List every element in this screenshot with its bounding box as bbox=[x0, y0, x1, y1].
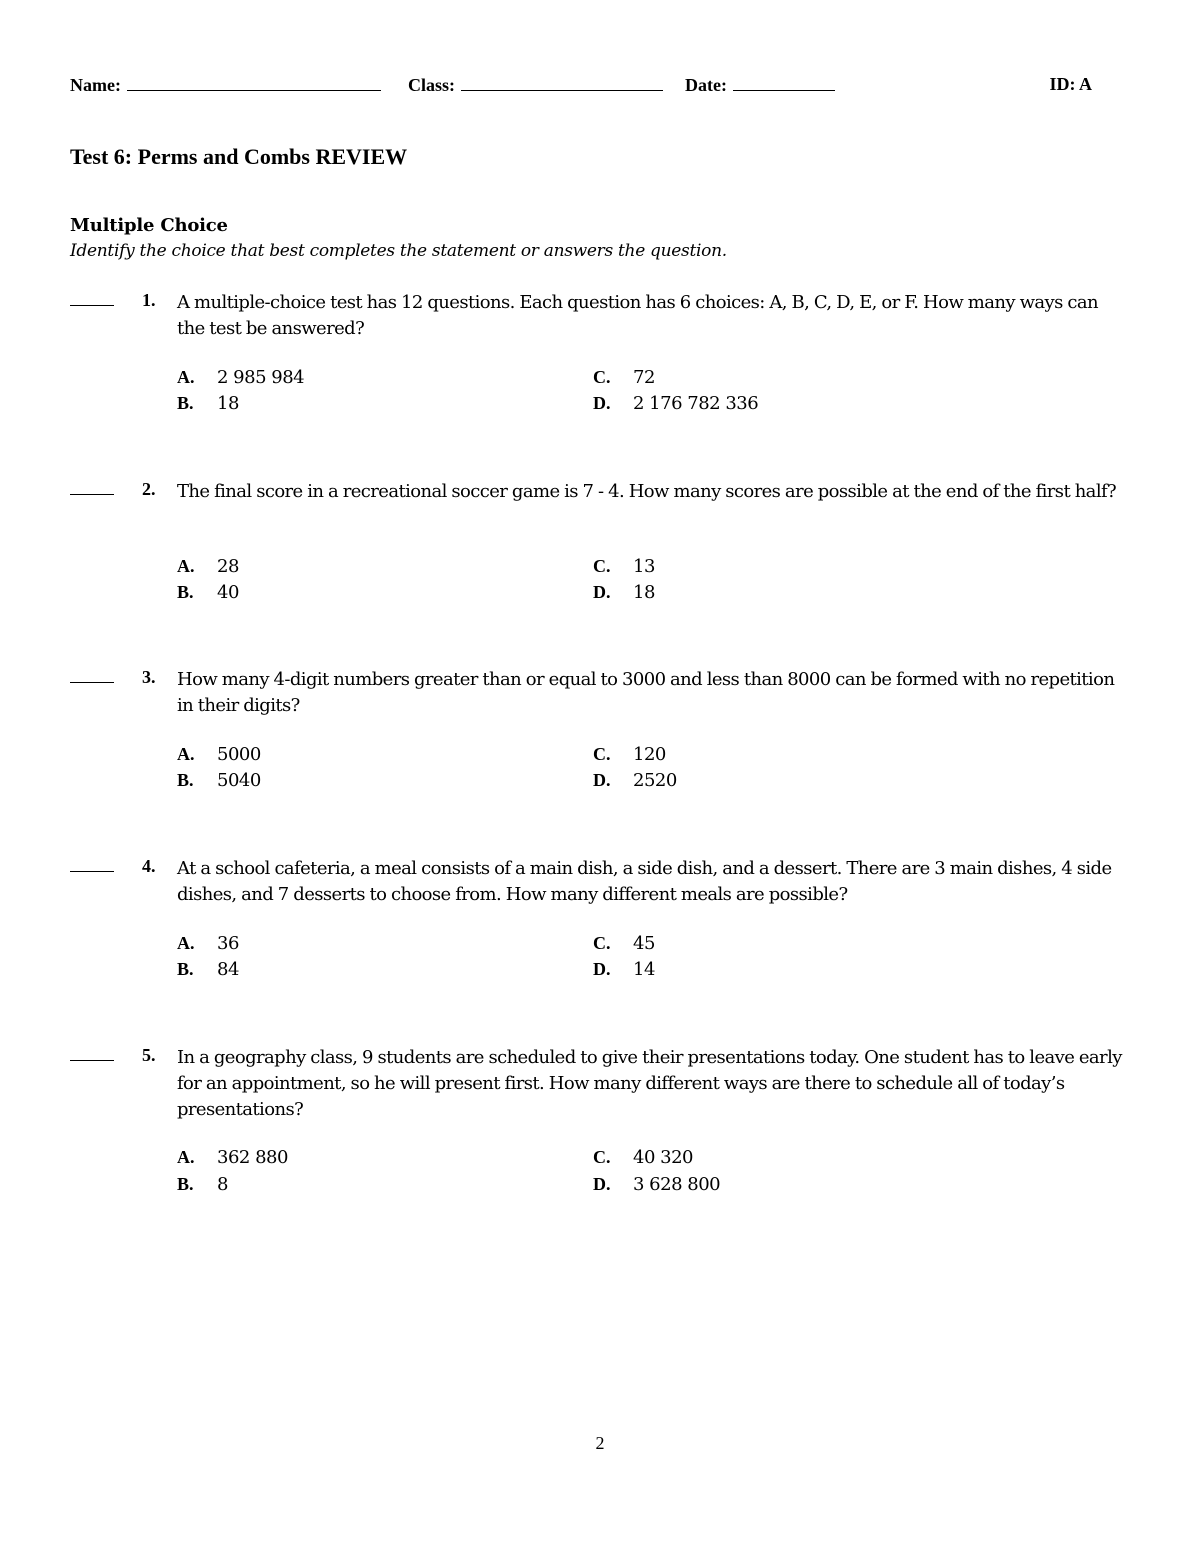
choice-letter: D. bbox=[593, 582, 611, 602]
choice-b[interactable] bbox=[177, 582, 239, 603]
choice-d[interactable] bbox=[593, 393, 758, 414]
date-field bbox=[685, 74, 835, 96]
choice-value: 13 bbox=[633, 556, 655, 577]
choice-value: 2520 bbox=[633, 770, 677, 791]
choice-letter: D. bbox=[593, 393, 611, 413]
choice-value: 84 bbox=[217, 959, 239, 980]
name-blank[interactable] bbox=[127, 74, 381, 91]
date-blank[interactable] bbox=[733, 74, 835, 91]
choice-value: 45 bbox=[633, 933, 655, 954]
choice-value: 120 bbox=[633, 744, 666, 765]
question-text: At a school cafeteria, a meal consists of a main dish, a side dish, and a dessert. There are 3 main dishes, 4 side dishes, and 7 desserts to choose from. How many different meals are possible? bbox=[177, 858, 1112, 905]
choice-b[interactable] bbox=[177, 770, 261, 791]
answer-blank[interactable] bbox=[70, 682, 114, 683]
choice-c[interactable] bbox=[593, 556, 655, 577]
choice-d[interactable] bbox=[593, 582, 655, 603]
choice-value: 36 bbox=[217, 933, 239, 954]
choice-value: 2 985 984 bbox=[217, 367, 305, 388]
page-title: Test 6: Perms and Combs REVIEW bbox=[70, 144, 408, 169]
choice-d[interactable] bbox=[593, 1174, 720, 1195]
choice-a[interactable] bbox=[177, 367, 304, 388]
choice-letter: B. bbox=[177, 770, 194, 790]
choice-value: 2 176 782 336 bbox=[633, 393, 759, 414]
choice-letter: A. bbox=[177, 1147, 195, 1167]
question-number: 5. bbox=[142, 1045, 156, 1065]
choice-value: 72 bbox=[633, 367, 655, 388]
page-number: 2 bbox=[595, 1433, 605, 1453]
choice-value: 362 880 bbox=[217, 1147, 288, 1168]
choice-letter: B. bbox=[177, 393, 194, 413]
question-number: 3. bbox=[142, 667, 156, 687]
name-field bbox=[70, 74, 381, 96]
choice-d[interactable] bbox=[593, 959, 655, 980]
choice-letter: D. bbox=[593, 770, 611, 790]
choice-letter: B. bbox=[177, 959, 194, 979]
choice-a[interactable] bbox=[177, 744, 261, 765]
page-header bbox=[70, 74, 1092, 98]
choice-value: 5000 bbox=[217, 744, 261, 765]
question-text: The final score in a recreational soccer game is 7 - 4. How many scores are possible at the end of the first half? bbox=[177, 481, 1117, 502]
choice-letter: A. bbox=[177, 367, 195, 387]
answer-blank[interactable] bbox=[70, 494, 114, 495]
name-label: Name: bbox=[70, 75, 121, 95]
section-instructions: Identify the choice that best completes the statement or answers the question. bbox=[70, 241, 727, 261]
answer-blank[interactable] bbox=[70, 1060, 114, 1061]
choice-letter: C. bbox=[593, 556, 611, 576]
choice-value: 14 bbox=[633, 959, 655, 980]
choice-value: 5040 bbox=[217, 770, 261, 791]
choice-value: 8 bbox=[217, 1174, 228, 1195]
answer-blank[interactable] bbox=[70, 871, 114, 872]
question-number: 2. bbox=[142, 479, 156, 499]
choice-c[interactable] bbox=[593, 744, 666, 765]
choice-c[interactable] bbox=[593, 367, 655, 388]
choice-value: 28 bbox=[217, 556, 239, 577]
class-label: Class: bbox=[408, 75, 456, 95]
answer-blank[interactable] bbox=[70, 305, 114, 306]
choice-value: 3 628 800 bbox=[633, 1174, 721, 1195]
choice-value: 40 bbox=[217, 582, 239, 603]
choice-c[interactable] bbox=[593, 933, 655, 954]
choice-letter: C. bbox=[593, 1147, 611, 1167]
choice-letter: B. bbox=[177, 582, 194, 602]
choice-letter: A. bbox=[177, 933, 195, 953]
question-number: 4. bbox=[142, 856, 156, 876]
question-text: How many 4-digit numbers greater than or equal to 3000 and less than 8000 can be formed with no repetition in their digits? bbox=[177, 669, 1115, 716]
choice-a[interactable] bbox=[177, 933, 239, 954]
question-number: 1. bbox=[142, 290, 156, 310]
choice-d[interactable] bbox=[593, 770, 677, 791]
choice-b[interactable] bbox=[177, 393, 239, 414]
choice-letter: C. bbox=[593, 933, 611, 953]
choice-a[interactable] bbox=[177, 556, 239, 577]
class-blank[interactable] bbox=[461, 74, 663, 91]
choice-letter: B. bbox=[177, 1174, 194, 1194]
class-field bbox=[408, 74, 663, 96]
choice-letter: C. bbox=[593, 367, 611, 387]
date-label: Date: bbox=[685, 75, 727, 95]
choice-a[interactable] bbox=[177, 1147, 288, 1168]
choice-value: 18 bbox=[633, 582, 655, 603]
question-text: In a geography class, 9 students are scheduled to give their presentations today. One student has to leave early for an appointment, so he will present first. How many different ways are there to schedule all of today’s presentations? bbox=[177, 1047, 1122, 1120]
question-text: A multiple-choice test has 12 questions. Each question has 6 choices: A, B, C, D, E, or F. How many ways can the test be answered? bbox=[177, 292, 1098, 339]
choice-letter: A. bbox=[177, 556, 195, 576]
choice-value: 18 bbox=[217, 393, 239, 414]
id-label: ID: A bbox=[1049, 74, 1092, 94]
choice-b[interactable] bbox=[177, 959, 239, 980]
section-title: Multiple Choice bbox=[70, 215, 228, 236]
choice-letter: C. bbox=[593, 744, 611, 764]
choice-letter: D. bbox=[593, 1174, 611, 1194]
choice-value: 40 320 bbox=[633, 1147, 693, 1168]
choice-b[interactable] bbox=[177, 1174, 228, 1195]
choice-c[interactable] bbox=[593, 1147, 693, 1168]
choice-letter: A. bbox=[177, 744, 195, 764]
choice-letter: D. bbox=[593, 959, 611, 979]
